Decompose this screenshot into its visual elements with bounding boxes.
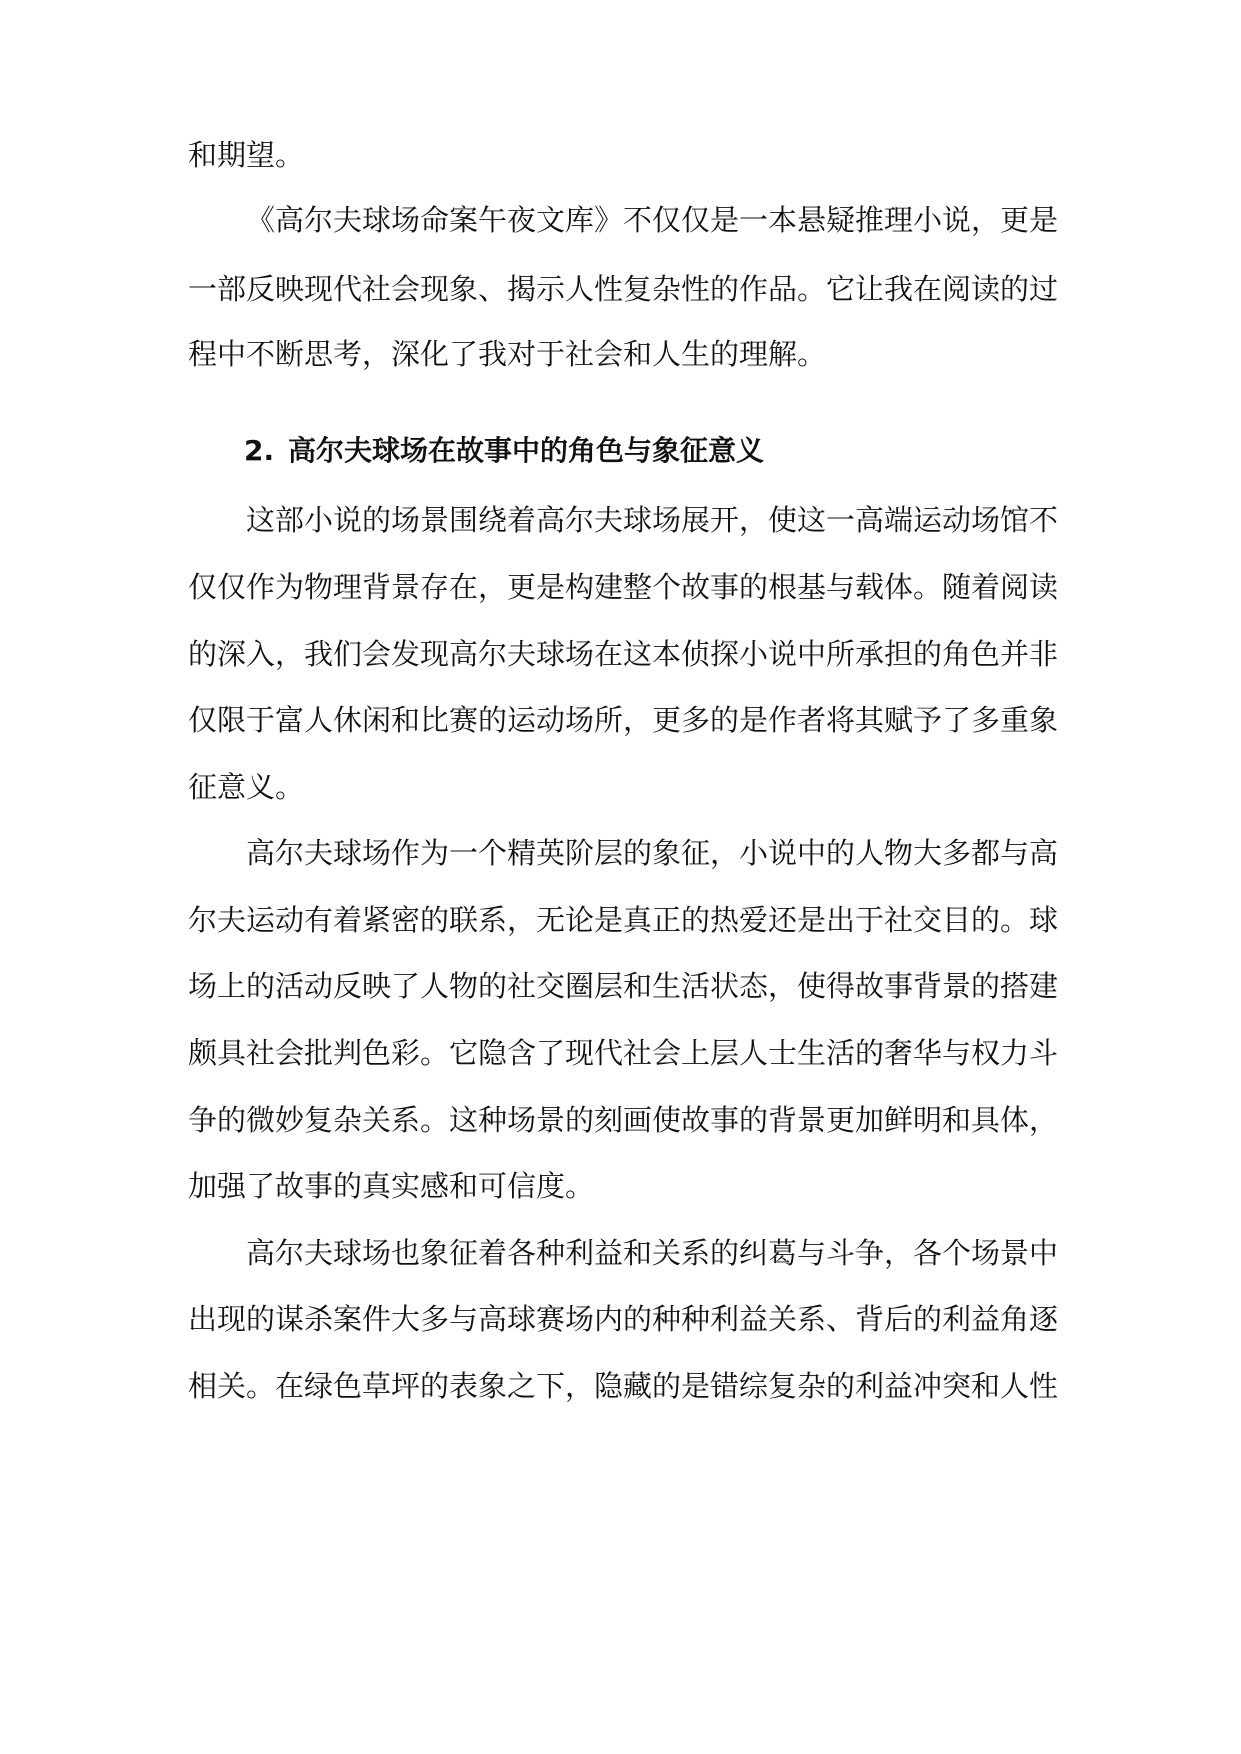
paragraph-line: 相关。在绿色草坪的表象之下，隐藏的是错综复杂的利益冲突和人性	[188, 1369, 1058, 1403]
section-number: 2.	[244, 434, 275, 467]
paragraph-line: 程中不断思考，深化了我对于社会和人生的理解。	[188, 337, 827, 371]
paragraph-line: 高尔夫球场作为一个精英阶层的象征，小说中的人物大多都与高	[246, 836, 1058, 870]
paragraph-line: 仅仅作为物理背景存在，更是构建整个故事的根基与载体。随着阅读	[188, 570, 1058, 604]
paragraph-line: 和期望。	[188, 138, 305, 172]
paragraph-line: 颇具社会批判色彩。它隐含了现代社会上层人士生活的奢华与权力斗	[188, 1036, 1058, 1070]
section-heading	[244, 428, 1044, 474]
paragraph-line: 《高尔夫球场命案午夜文库》不仅仅是一本悬疑推理小说，更是	[246, 203, 1058, 237]
paragraph-line: 出现的谋杀案件大多与高球赛场内的种种利益关系、背后的利益角逐	[188, 1302, 1058, 1336]
paragraph-line: 尔夫运动有着紧密的联系，无论是真正的热爱还是出于社交目的。球	[188, 903, 1058, 937]
paragraph-line: 的深入，我们会发现高尔夫球场在这本侦探小说中所承担的角色并非	[188, 637, 1058, 671]
paragraph-line: 场上的活动反映了人物的社交圈层和生活状态，使得故事背景的搭建	[188, 969, 1058, 1003]
paragraph-line: 一部反映现代社会现象、揭示人性复杂性的作品。它让我在阅读的过	[188, 272, 1058, 306]
section-title: 高尔夫球场在故事中的角色与象征意义	[288, 434, 765, 467]
paragraph-line: 高尔夫球场也象征着各种利益和关系的纠葛与斗争，各个场景中	[246, 1236, 1058, 1270]
paragraph-line: 仅限于富人休闲和比赛的运动场所，更多的是作者将其赋予了多重象	[188, 703, 1058, 737]
paragraph-line: 加强了故事的真实感和可信度。	[188, 1169, 595, 1203]
paragraph-line: 争的微妙复杂关系。这种场景的刻画使故事的背景更加鲜明和具体，	[188, 1103, 1058, 1137]
paragraph-line: 征意义。	[188, 770, 305, 804]
paragraph-line: 这部小说的场景围绕着高尔夫球场展开，使这一高端运动场馆不	[246, 503, 1058, 537]
